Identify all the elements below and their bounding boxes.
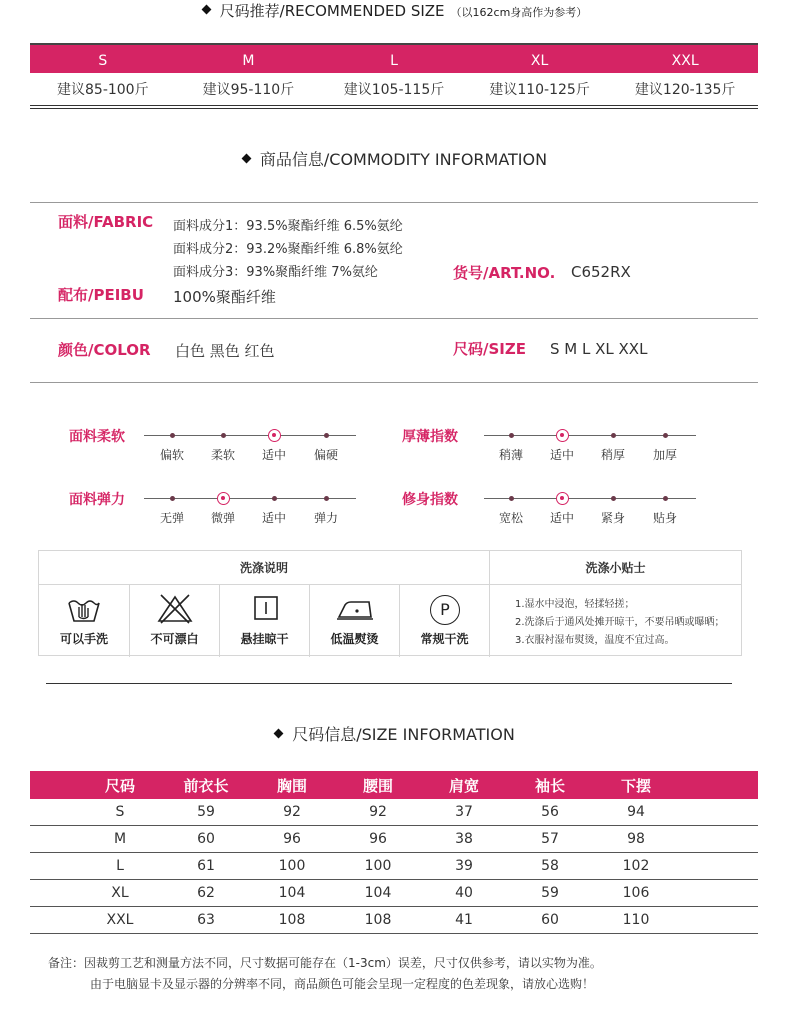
no-bleach-icon: [157, 593, 193, 625]
weight-advice: 建议120-135斤: [634, 82, 736, 98]
index-option: 无弹: [159, 511, 184, 525]
table-cell: L: [116, 858, 124, 874]
wash-tip: 2.洗涤后于通风处摊开晾干，不要吊晒或曝晒；: [515, 617, 725, 628]
table-cell: 104: [364, 885, 392, 901]
table-cell: 56: [541, 804, 559, 820]
diamond-bullet-icon: [274, 729, 284, 739]
table-cell: 59: [541, 885, 559, 901]
index-option: 适中: [549, 511, 574, 525]
table-cell: 60: [541, 912, 559, 928]
wash-tip: 3.衣服衬湿布熨烫，温度不宜过高。: [515, 635, 675, 646]
divider: [46, 683, 732, 684]
table-cell: 92: [369, 804, 387, 820]
size-label: XXL: [671, 53, 699, 69]
selected-marker-icon: [268, 429, 281, 442]
table-cell: 94: [627, 804, 645, 820]
scale-dot-icon: [663, 433, 668, 438]
scale-dot-icon: [611, 496, 616, 501]
care-item-low-iron: 低温熨烫: [310, 585, 400, 657]
table-cell: M: [113, 831, 127, 847]
scale-dot-icon: [663, 496, 668, 501]
scale-dot-icon: [272, 496, 277, 501]
column-header: 腰围: [362, 777, 393, 795]
table-cell: 37: [455, 804, 473, 820]
index-option: 偏软: [159, 448, 184, 462]
scale-dot-icon: [324, 496, 329, 501]
table-cell: 58: [541, 858, 559, 874]
size-header-bar: [30, 43, 758, 73]
weight-advice: 建议85-100斤: [57, 82, 149, 98]
table-cell: 60: [197, 831, 215, 847]
hang-dry-icon: [253, 595, 279, 623]
index-option: 宽松: [498, 511, 523, 525]
table-cell: 92: [283, 804, 301, 820]
wash-instructions-header: 洗涤说明: [39, 551, 490, 585]
table-cell: 63: [197, 912, 215, 928]
size-label: XL: [530, 53, 549, 69]
column-header: 下摆: [620, 777, 651, 795]
commodity-info-title: 商品信息/COMMODITY INFORMATION: [0, 147, 790, 170]
weight-advice: 建议95-110斤: [202, 82, 295, 98]
table-row: [30, 799, 758, 826]
table-cell: 100: [278, 858, 306, 874]
table-cell: 102: [622, 858, 650, 874]
table-cell: 57: [541, 831, 559, 847]
dry-clean-icon: P: [430, 595, 460, 625]
table-cell: S: [115, 804, 125, 820]
column-header: 袖长: [534, 777, 565, 795]
table-cell: 41: [455, 912, 473, 928]
scale-dot-icon: [509, 496, 514, 501]
index-label: 面料柔软: [69, 429, 125, 445]
size-table-header: [30, 771, 758, 799]
index-option: 加厚: [652, 448, 677, 462]
selected-marker-icon: [556, 492, 569, 505]
weight-advice-row: [30, 73, 758, 105]
care-item-dry-clean: P 常规干洗: [400, 585, 490, 657]
table-cell: 59: [197, 804, 215, 820]
divider: [30, 105, 758, 109]
column-header: 前衣长: [183, 777, 229, 795]
weight-advice: 建议110-125斤: [489, 82, 590, 98]
care-item-no-bleach: 不可漂白: [130, 585, 220, 657]
divider: [30, 382, 758, 383]
size-table-body: [30, 799, 758, 934]
table-cell: 106: [622, 885, 650, 901]
low-iron-icon: [335, 597, 375, 623]
size-label: L: [390, 53, 398, 69]
wash-tips-list: [515, 596, 741, 650]
art-no-label: 货号/ART.NO.: [453, 264, 556, 282]
lining-label: 配布/PEIBU: [58, 286, 144, 304]
care-item-hang-dry: 悬挂晾干: [220, 585, 310, 657]
table-cell: 96: [369, 831, 387, 847]
care-item-hand-wash: 可以手洗: [39, 585, 130, 657]
scale-dot-icon: [611, 433, 616, 438]
weight-advice: 建议105-115斤: [343, 82, 445, 98]
table-cell: 100: [364, 858, 392, 874]
table-cell: 104: [278, 885, 306, 901]
index-option: 适中: [549, 448, 574, 462]
fabric-composition-3: 面料成分3：93%聚酯纤维 7%氨纶: [173, 265, 378, 280]
table-row: [30, 853, 758, 880]
table-row: [30, 826, 758, 853]
color-value: 白色 黑色 红色: [175, 342, 275, 360]
table-cell: 108: [364, 912, 392, 928]
index-option: 偏硬: [313, 448, 338, 462]
fabric-composition-2: 面料成分2：93.2%聚酯纤维 6.8%氨纶: [173, 242, 403, 257]
divider: [30, 318, 758, 319]
index-option: 适中: [261, 511, 286, 525]
recommended-size-table: [30, 43, 758, 109]
color-label: 颜色/COLOR: [58, 341, 151, 359]
index-option: 紧身: [600, 511, 625, 525]
footnote-line-1: 备注：因裁剪工艺和测量方法不同，尺寸数据可能存在（1-3cm）误差，尺寸仅供参考，请以实物为准。: [48, 956, 602, 970]
care-panel: [38, 550, 742, 656]
selected-marker-icon: [217, 492, 230, 505]
index-option: 微弹: [210, 511, 235, 525]
index-option: 弹力: [313, 511, 338, 525]
size-info-table: [30, 771, 758, 934]
diamond-bullet-icon: [241, 154, 251, 164]
scale-dot-icon: [170, 496, 175, 501]
art-no-value: C652RX: [571, 263, 631, 281]
table-cell: XXL: [106, 912, 134, 928]
table-cell: 96: [283, 831, 301, 847]
index-option: 柔软: [210, 448, 235, 462]
table-row: [30, 907, 758, 934]
table-cell: 108: [278, 912, 306, 928]
fabric-label: 面料/FABRIC: [58, 213, 154, 231]
table-cell: 62: [197, 885, 215, 901]
scale-dot-icon: [509, 433, 514, 438]
size-value: S M L XL XXL: [550, 340, 648, 358]
divider: [30, 202, 758, 203]
lining-value: 100%聚酯纤维: [173, 288, 276, 306]
index-label: 厚薄指数: [402, 429, 458, 445]
scale-dot-icon: [221, 433, 226, 438]
table-cell: 40: [455, 885, 473, 901]
table-row: [30, 880, 758, 907]
size-info-title: 尺码信息/SIZE INFORMATION: [0, 722, 790, 745]
table-cell: 61: [197, 858, 215, 874]
wash-tips-header: 洗涤小贴士: [490, 551, 741, 585]
index-option: 适中: [261, 448, 286, 462]
column-header: 尺码: [104, 777, 135, 795]
column-header: 胸围: [276, 777, 307, 795]
table-cell: 98: [627, 831, 645, 847]
hand-wash-icon: [66, 595, 102, 625]
selected-marker-icon: [556, 429, 569, 442]
wash-tip: 1.湿水中浸泡，轻揉轻搓；: [515, 599, 635, 610]
size-label: S: [98, 53, 108, 69]
index-option: 稍厚: [600, 448, 625, 462]
scale-dot-icon: [324, 433, 329, 438]
table-cell: 110: [622, 912, 650, 928]
index-option: 贴身: [652, 511, 677, 525]
scale-dot-icon: [170, 433, 175, 438]
index-option: 稍薄: [498, 448, 523, 462]
index-label: 面料弹力: [69, 492, 125, 508]
footnote-line-2: 由于电脑显卡及显示器的分辨率不同，商品颜色可能会呈现一定程度的色差现象，请放心选购！: [90, 977, 595, 991]
fabric-composition-1: 面料成分1：93.5%聚酯纤维 6.5%氨纶: [173, 219, 403, 234]
recommended-size-title: 尺码推荐/RECOMMENDED SIZE （以162cm身高作为参考）: [0, 0, 790, 21]
recommended-size-note: （以162cm身高作为参考）: [450, 6, 588, 19]
table-cell: 38: [455, 831, 473, 847]
diamond-bullet-icon: [201, 5, 211, 15]
index-label: 修身指数: [402, 492, 458, 508]
table-cell: 39: [455, 858, 473, 874]
size-label: M: [242, 53, 255, 69]
size-label-commodity: 尺码/SIZE: [453, 340, 526, 358]
column-header: 肩宽: [448, 777, 479, 795]
table-cell: XL: [111, 885, 129, 901]
